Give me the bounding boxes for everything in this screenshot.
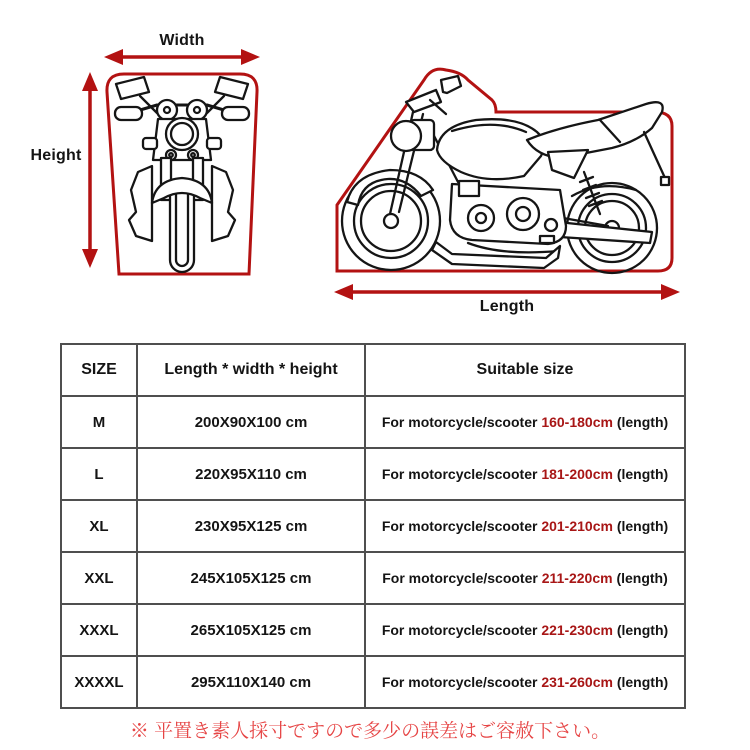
suitable-suffix: (length) xyxy=(612,414,669,430)
suitable-suffix: (length) xyxy=(612,622,669,638)
table-row xyxy=(61,500,685,552)
height-label: Height xyxy=(30,147,82,164)
suitable-prefix: For motorcycle/scooter xyxy=(381,674,542,690)
suitable-range: 201-210cm xyxy=(541,518,613,534)
suitable-prefix: For motorcycle/scooter xyxy=(382,570,542,586)
measurement-diagram xyxy=(0,0,750,336)
motorcycle-front-drawing xyxy=(115,77,249,272)
suitable-size-cell xyxy=(365,604,685,656)
size-cell: M xyxy=(61,396,137,448)
table-row xyxy=(61,604,685,656)
dimensions-cell: 220X95X110 cm xyxy=(137,448,365,500)
suitable-size-cell xyxy=(365,656,685,708)
suitable-suffix: (length) xyxy=(612,518,669,534)
suitable-suffix: (length) xyxy=(612,466,669,482)
suitable-range: 231-260cm xyxy=(541,674,613,690)
dimensions-column-header: Length * width * height xyxy=(137,344,365,396)
suitable-range: 221-230cm xyxy=(541,622,613,638)
table-row xyxy=(61,656,685,708)
size-cell: XXXXL xyxy=(61,656,137,708)
size-column-header: SIZE xyxy=(61,344,137,396)
suitable-prefix: For motorcycle/scooter xyxy=(381,466,542,482)
suitable-range: 211-220cm xyxy=(541,570,613,586)
suitable-size-cell xyxy=(365,500,685,552)
dimensions-cell: 200X90X100 cm xyxy=(137,396,365,448)
suitable-size-cell xyxy=(365,396,685,448)
suitable-size-cell xyxy=(365,448,685,500)
suitable-suffix: (length) xyxy=(612,570,668,586)
size-cell: XXXL xyxy=(61,604,137,656)
dimensions-cell: 295X110X140 cm xyxy=(137,656,365,708)
height-arrow-icon xyxy=(82,72,98,268)
width-label: Width xyxy=(159,32,205,49)
table-row xyxy=(61,552,685,604)
suitable-prefix: For motorcycle/scooter xyxy=(381,622,542,638)
suitable-size-column-header: Suitable size xyxy=(365,344,685,396)
length-label: Length xyxy=(479,298,535,315)
table-row xyxy=(61,396,685,448)
dimensions-cell: 245X105X125 cm xyxy=(137,552,365,604)
size-cell: XL xyxy=(61,500,137,552)
size-cell: L xyxy=(61,448,137,500)
dimensions-cell: 230X95X125 cm xyxy=(137,500,365,552)
suitable-size-cell xyxy=(365,552,685,604)
table-header-row xyxy=(61,344,685,396)
suitable-prefix: For motorcycle/scooter xyxy=(381,414,542,430)
measurement-note: ※ 平置き素人採寸ですので多少の誤差はご容赦下さい。 xyxy=(129,721,611,742)
suitable-suffix: (length) xyxy=(612,674,669,690)
suitable-range: 160-180cm xyxy=(541,414,613,430)
motorcycle-side-drawing xyxy=(342,76,669,273)
size-table xyxy=(60,343,686,709)
width-arrow-icon xyxy=(104,49,260,65)
table-row xyxy=(61,448,685,500)
size-cell: XXL xyxy=(61,552,137,604)
dimensions-cell: 265X105X125 cm xyxy=(137,604,365,656)
suitable-range: 181-200cm xyxy=(541,466,613,482)
suitable-prefix: For motorcycle/scooter xyxy=(381,518,542,534)
